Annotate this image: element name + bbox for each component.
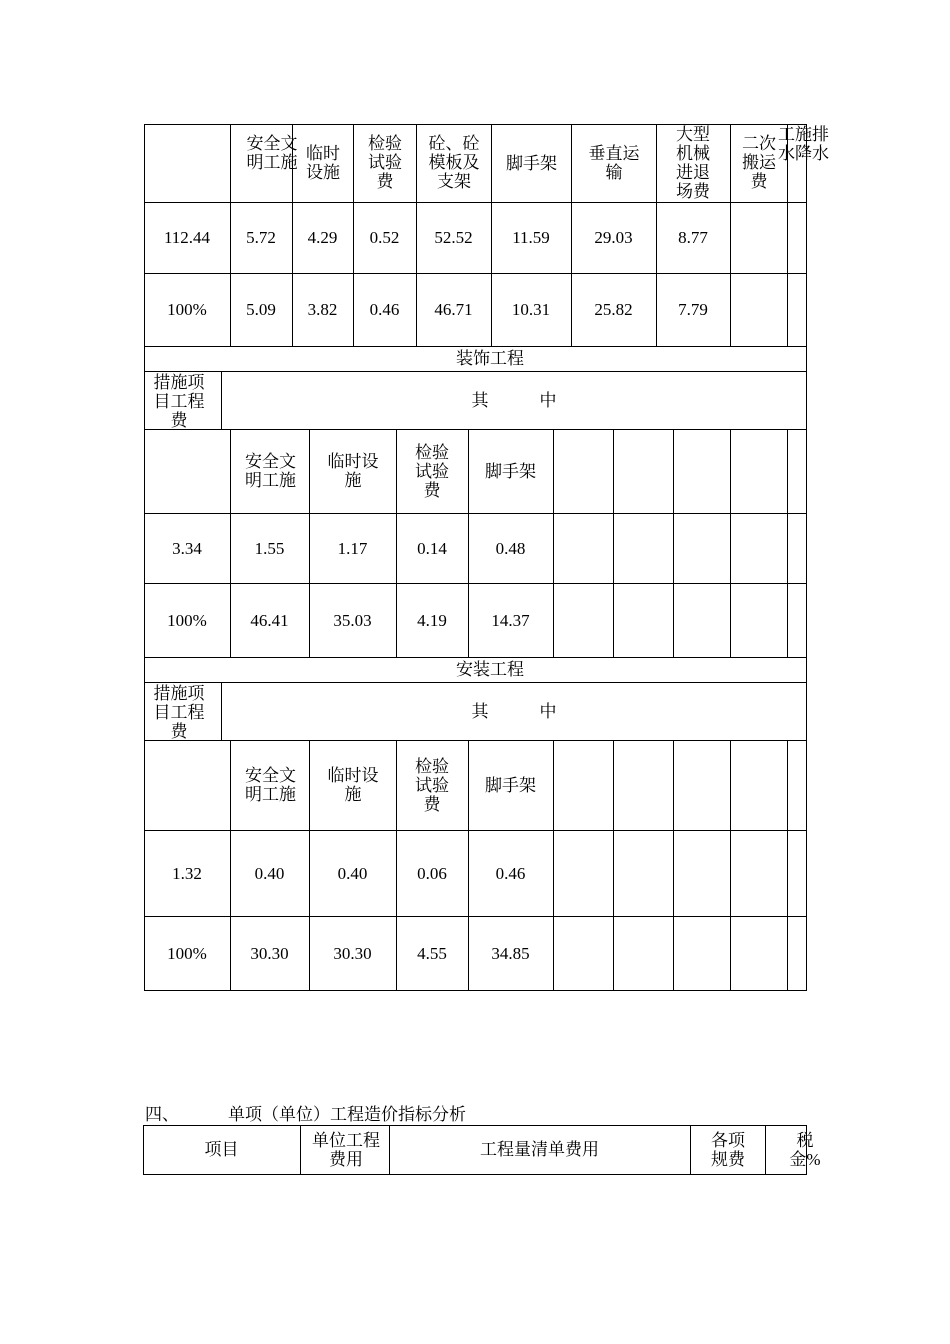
header-fees: 各项规费: [711, 1131, 745, 1169]
header-scaffolding: 脚手架: [485, 776, 536, 795]
table-2-row-2-cell: 46.41: [250, 611, 289, 630]
header-inspection-test-fee: 检验试验费: [415, 443, 449, 500]
table-1-row-1-cell: 52.52: [434, 228, 473, 247]
table-1-row-1-cell: 8.77: [678, 228, 708, 247]
among-label: 其 中: [471, 702, 557, 721]
table-3-row-1-cell: 0.06: [417, 864, 447, 883]
measure-items-fee-label: 措施项目工程费: [153, 373, 205, 430]
table-3-row-1-cell: 0.40: [254, 864, 285, 883]
table-1-row-1-total: 112.44: [163, 228, 211, 247]
header-temporary-facilities: 临时设施: [327, 766, 379, 804]
table-1-row-2-cell: 7.79: [678, 300, 708, 319]
header-scaffolding: 脚手架: [506, 154, 557, 173]
table-3-row-2-cell: 30.30: [333, 944, 372, 963]
header-secondary-handling: 二次搬运费: [742, 134, 776, 191]
table-2-row-2-total: 100%: [167, 611, 207, 630]
table-3-row-2-cell: 30.30: [250, 944, 289, 963]
header-safety-civilization: 安全文明工施: [245, 452, 296, 490]
section-4-title: 单项（单位）工程造价指标分析: [228, 1105, 466, 1124]
table-1-row-1-cell: 0.52: [369, 228, 400, 247]
table-1-row-2-cell: 0.46: [369, 300, 400, 319]
header-temporary-facilities: 临时设施: [327, 452, 379, 490]
table-2-row-2-cell: 4.19: [417, 611, 447, 630]
table-2-row-1-cell: 0.14: [417, 539, 447, 558]
header-safety-civilization: 安全文明工施: [245, 766, 296, 804]
table-1-row-2-total: 100%: [167, 300, 207, 319]
table-3-row-2-cell: 34.85: [491, 944, 530, 963]
table-3-row-2-cell: 4.55: [417, 944, 447, 963]
measure-items-fee-label: 措施项目工程费: [153, 684, 205, 741]
header-large-machinery: 大型机械进退场费: [676, 125, 710, 201]
table-2-row-1-cell: 1.55: [254, 539, 285, 558]
table-3-row-1-total: 1.32: [172, 864, 202, 883]
header-item: 项目: [204, 1140, 239, 1159]
header-tax-percent: 税金%: [789, 1131, 821, 1169]
header-concrete-formwork: 砼、砼模板及支架: [428, 134, 480, 191]
header-bill-of-quantities-cost: 工程量清单费用: [480, 1140, 599, 1159]
header-inspection-test-fee: 检验试验费: [415, 757, 449, 814]
section-title-installation: 安装工程: [456, 660, 524, 679]
table-1-row-2-cell: 25.82: [594, 300, 633, 319]
table-2-row-1-cell: 1.17: [337, 539, 368, 558]
header-vertical-transport: 垂直运输: [588, 144, 640, 182]
table-1-row-2-cell: 10.31: [511, 300, 551, 319]
section-title-decoration: 装饰工程: [456, 349, 524, 368]
table-1-row-1-cell: 5.72: [246, 228, 276, 247]
table-2-row-1-cell: 0.48: [495, 539, 526, 558]
table-3-row-2-total: 100%: [167, 944, 207, 963]
table-2-row-2-cell: 35.03: [333, 611, 372, 630]
table-2-row-2-cell: 14.37: [491, 611, 530, 630]
table-1-row-1-cell: 11.59: [512, 228, 550, 247]
header-safety-civilization: 安全文明工施: [246, 134, 298, 172]
table-1-row-1-cell: 29.03: [594, 228, 633, 247]
header-inspection-test-fee: 检验试验费: [368, 134, 402, 191]
table-2-row-1-total: 3.34: [172, 539, 202, 558]
header-unit-project-cost: 单位工程费用: [312, 1131, 380, 1169]
table-3-row-1-cell: 0.46: [495, 864, 526, 883]
header-temporary-facilities: 临时设施: [306, 144, 340, 182]
among-label: 其 中: [471, 391, 557, 410]
table-1-row-2-cell: 5.09: [246, 300, 276, 319]
header-drainage-dewatering: 工施排水降水: [778, 125, 829, 163]
table-1-row-1-cell: 4.29: [307, 228, 338, 247]
section-4-number: 四、: [145, 1105, 179, 1124]
table-1-row-2-cell: 3.82: [307, 300, 338, 319]
header-scaffolding: 脚手架: [485, 462, 536, 481]
table-1-row-2-cell: 46.71: [434, 300, 473, 319]
table-3-row-1-cell: 0.40: [337, 864, 368, 883]
